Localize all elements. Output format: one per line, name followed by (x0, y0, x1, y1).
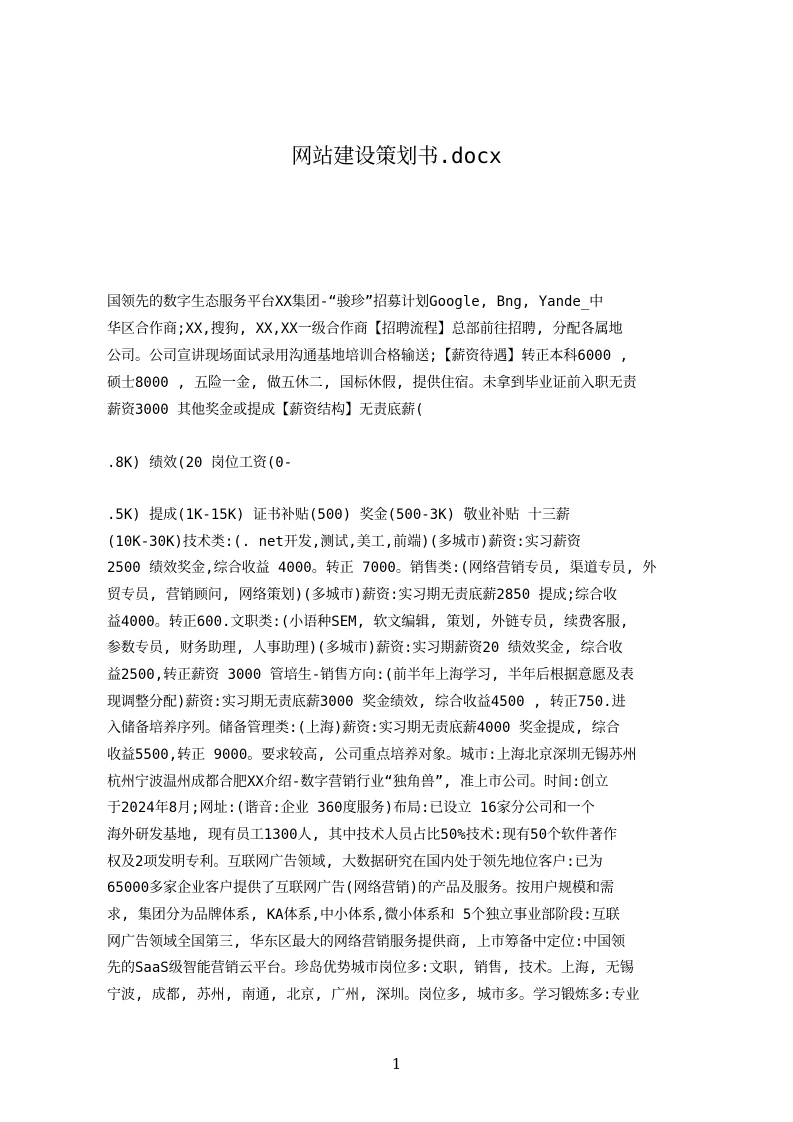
body-line-8: (10K-30K)技术类:(. net开发,测试,美工,前端)(多城市)薪资:实习薪资 (107, 534, 581, 550)
body-line-7: .5K) 提成(1K-15K) 证书补贴(500) 奖金(500-3K) 敬业补贴 十三薪 (107, 507, 570, 523)
page-number: 1 (391, 1055, 402, 1073)
body-line-16: 收益5500,转正 9000。要求较高, 公司重点培养对象。城市:上海北京深圳无锡苏州 (107, 747, 637, 763)
body-line-18: 于2024年8月;网址:(谐音:企业 360度服务)布局:已设立 16家分公司和一个 (107, 800, 595, 816)
body-line-21: 65000多家企业客户提供了互联网广告(网络营销)的产品及服务。按用户规模和需 (107, 880, 614, 896)
body-line-11: 益4000。转正600.文职类:(小语种SEM, 软文编辑, 策划, 外链专员, 续费客服, (107, 614, 629, 630)
body-line-22: 求, 集团分为品牌体系, KA体系,中小体系,微小体系和 5个独立事业部阶段:互联 (107, 907, 620, 923)
body-line-3: 公司。公司宣讲现场面试录用沟通基地培训合格输送;【薪资待遇】转正本科6000 , (107, 348, 628, 364)
body-line-25: 宁波, 成都, 苏州, 南通, 北京, 广州, 深圳。岗位多, 城市多。学习锻炼多:专业 (107, 987, 640, 1003)
body-line-24: 先的SaaS级智能营销云平台。珍岛优势城市岗位多:文职, 销售, 技术。上海, 无锡 (107, 960, 634, 976)
body-line-20: 权及2项发明专利。互联网广告领域, 大数据研究在国内处于领先地位客户:已为 (107, 854, 603, 870)
body-line-14: 现调整分配)薪资:实习期无责底薪3000 奖金绩效, 综合收益4500 , 转正750.进 (107, 694, 626, 710)
body-line-6: .8K) 绩效(20 岗位工资(0- (107, 455, 293, 471)
body-line-19: 海外研发基地, 现有员工1300人, 其中技术人员占比50%技术:现有50个软件著作 (107, 827, 618, 843)
body-line-9: 2500 绩效奖金,综合收益 4000。转正 7000。销售类:(网络营销专员, 渠道专员, 外 (107, 560, 657, 576)
body-line-2: 华区合作商;XX,搜狗, XX,XX一级合作商【招聘流程】总部前往招聘, 分配各属地 (107, 321, 623, 337)
document-title: 网站建设策划书.docx (291, 144, 502, 168)
body-line-10: 贸专员, 营销顾问, 网络策划)(多城市)薪资:实习期无责底薪2850 提成;综合收 (107, 587, 618, 603)
body-line-1: 国领先的数字生态服务平台XX集团-“骏珍”招募计划Google, Bng, Yande_中 (107, 294, 604, 310)
body-line-13: 益2500,转正薪资 3000 管培生-销售方向:(前半年上海学习, 半年后根据意愿及表 (107, 667, 634, 683)
body-line-23: 网广告领域全国第三, 华东区最大的网络营销服务提供商, 上市筹备中定位:中国领 (107, 934, 626, 950)
body-line-15: 入储备培养序列。储备管理类:(上海)薪资:实习期无责底薪4000 奖金提成, 综合 (107, 720, 620, 736)
body-line-17: 杭州宁波温州成都合肥XX介绍-数字营销行业“独角兽”, 准上市公司。时间:创立 (107, 774, 609, 790)
body-line-5: 薪资3000 其他奖金或提成【薪资结构】无责底薪( (107, 402, 424, 418)
body-line-4: 硕士8000 , 五险一金, 做五休二, 国标休假, 提供住宿。未拿到毕业证前入职无责 (107, 375, 637, 391)
body-line-12: 参数专员, 财务助理, 人事助理)(多城市)薪资:实习期薪资20 绩效奖金, 综合收 (107, 640, 623, 656)
